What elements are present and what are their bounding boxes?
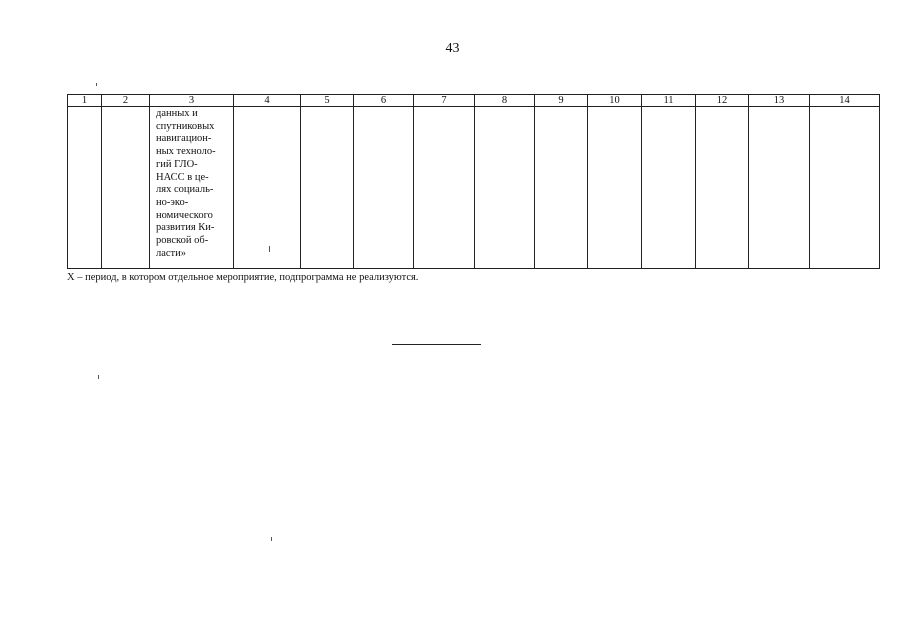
column-header-7: 7: [414, 95, 475, 107]
cell-text: [749, 107, 809, 108]
cell-text: [475, 107, 534, 108]
column-header-2: 2: [102, 95, 150, 107]
column-header-1: 1: [68, 95, 102, 107]
cell-text: [535, 107, 587, 108]
table-cell-6: [354, 107, 414, 269]
cell-text: [68, 107, 101, 108]
column-header-13: 13: [749, 95, 810, 107]
table-cell-13: [749, 107, 810, 269]
column-header-9: 9: [535, 95, 588, 107]
footnote: Х – период, в котором отдельное мероприятие, подпрограмма не реализуются.: [67, 272, 419, 283]
column-header-10: 10: [588, 95, 642, 107]
table-cell-12: [696, 107, 749, 269]
cell-text: [354, 107, 413, 108]
column-header-14: 14: [810, 95, 880, 107]
page-number: 43: [445, 41, 460, 56]
program-table: [67, 94, 880, 269]
column-header-4: 4: [234, 95, 301, 107]
table-cell-3: [150, 107, 234, 269]
table-row: [68, 107, 880, 269]
table-cell-8: [475, 107, 535, 269]
table-cell-10: [588, 107, 642, 269]
table-cell-7: [414, 107, 475, 269]
column-header-3: 3: [150, 95, 234, 107]
cell-text: [301, 107, 353, 108]
column-header-11: 11: [642, 95, 696, 107]
column-header-8: 8: [475, 95, 535, 107]
table-cell-14: [810, 107, 880, 269]
table-cell-4: [234, 107, 301, 269]
table-cell-11: [642, 107, 696, 269]
cell-text: [642, 107, 695, 108]
scan-speck: [96, 83, 97, 86]
column-header-6: 6: [354, 95, 414, 107]
cell-text: [588, 107, 641, 108]
cell-text: [102, 107, 149, 108]
scan-speck: [269, 246, 270, 252]
column-header-5: 5: [301, 95, 354, 107]
column-header-12: 12: [696, 95, 749, 107]
cell-text: [234, 107, 300, 108]
cell-text: [696, 107, 748, 108]
table-cell-5: [301, 107, 354, 269]
table-cell-9: [535, 107, 588, 269]
table-cell-1: [68, 107, 102, 269]
cell-text: [414, 107, 474, 108]
scan-speck: [98, 375, 99, 379]
cell-text: [810, 107, 879, 108]
header-row: [68, 95, 880, 107]
cell-text: данных и спутниковых навигацион- ных техноло- гий ГЛО- НАСС в це- лях социаль- но-эко- номического развития Ки- ровской об- ласти»: [156, 108, 216, 259]
scan-speck: [271, 537, 272, 541]
table-cell-2: [102, 107, 150, 269]
end-rule: [392, 344, 481, 345]
